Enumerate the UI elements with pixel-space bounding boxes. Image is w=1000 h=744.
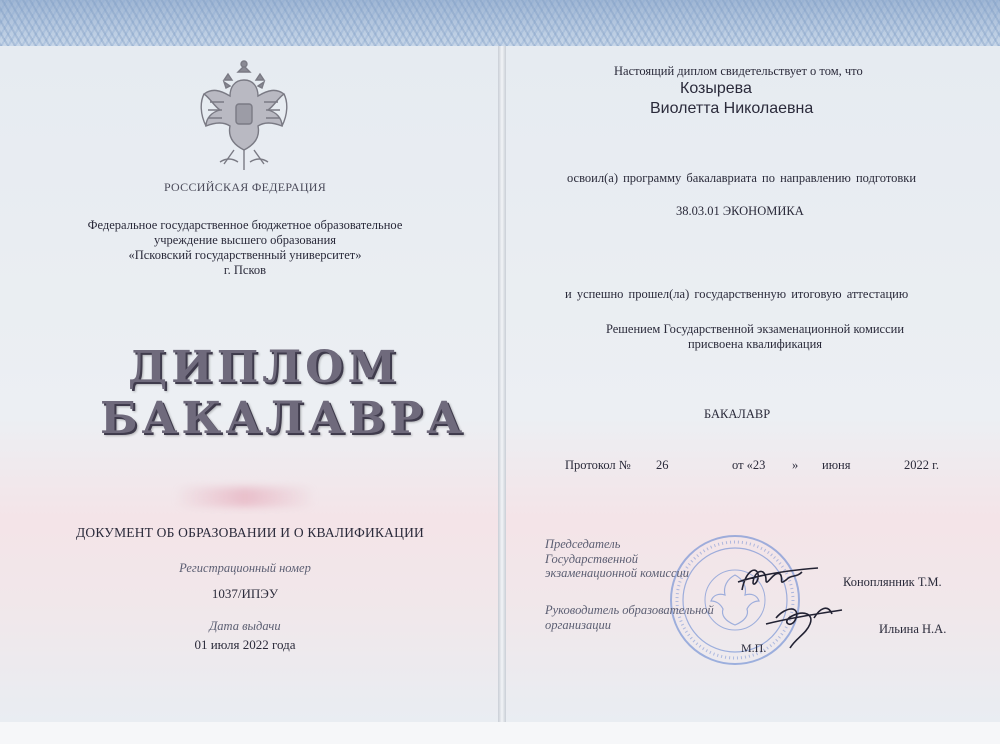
protocol-label: Протокол №: [565, 458, 631, 472]
attestation-text: и успешно прошел(ла) государственную итоговую аттестацию: [565, 287, 909, 301]
head-label-line: организации: [545, 617, 611, 632]
chair-label-line: экзаменационной комиссии: [545, 566, 690, 580]
certifies-text: Настоящий диплом свидетельствует о том, что: [614, 64, 863, 78]
registration-number-value: 1037/ИПЭУ: [211, 586, 279, 601]
guilloche-border: [0, 0, 1000, 46]
diploma-title-line2: БАКАЛАВРА: [100, 393, 467, 444]
chair-label: [545, 537, 689, 581]
document-type-label: ДОКУМЕНТ ОБ ОБРАЗОВАНИИ И О КВАЛИФИКАЦИИ: [76, 525, 424, 540]
qualification-value: БАКАЛАВР: [704, 407, 771, 421]
program-text: освоил(а) программу бакалавриата по направлению подготовки: [567, 171, 917, 185]
seal-place-mark: М.П.: [741, 641, 767, 655]
protocol-date-year: 2022 г.: [904, 458, 939, 472]
institution-line: Федеральное государственное бюджетное образовательное: [87, 218, 403, 232]
issue-date-value: 01 июля 2022 года: [194, 637, 296, 652]
protocol-number: 26: [656, 458, 669, 472]
graduate-given-names: Виолетта Николаевна: [650, 100, 814, 117]
page-fold: [498, 46, 506, 722]
protocol-date-quote: »: [792, 458, 799, 472]
institution-block: [70, 218, 420, 278]
double-headed-eagle-emblem-icon: [190, 58, 298, 176]
institution-city: г. Псков: [223, 263, 267, 277]
chair-label-line: Государственной: [545, 551, 638, 566]
decision-line: Решением Государственной экзаменационной комиссии: [605, 322, 905, 336]
decision-line: присвоена квалификация: [687, 337, 823, 351]
registration-number-label: Регистрационный номер: [179, 561, 311, 575]
chair-name: Коноплянник Т.М.: [843, 575, 942, 589]
commission-decision: [560, 322, 950, 352]
protocol-date-day: от «23: [732, 458, 766, 472]
graduate-surname: Козырева: [680, 80, 752, 97]
redacted-area: [175, 487, 315, 507]
head-label-line: Руководитель образовательной: [545, 603, 714, 617]
chair-label-line: Председатель: [545, 537, 621, 551]
bottom-edge: [0, 722, 1000, 744]
head-name: Ильина Н.А.: [879, 622, 947, 636]
program-code: 38.03.01 ЭКОНОМИКА: [676, 204, 804, 218]
head-label: [545, 603, 714, 632]
head-signature: [756, 588, 846, 658]
institution-line: «Псковский государственный университет»: [128, 248, 362, 262]
issue-date-label: Дата выдачи: [209, 619, 281, 633]
country-label: РОССИЙСКАЯ ФЕДЕРАЦИЯ: [163, 180, 327, 194]
protocol-date-month: июня: [822, 458, 851, 472]
diploma-title-line1: ДИПЛОМ: [128, 342, 401, 393]
institution-line: учреждение высшего образования: [153, 233, 337, 247]
